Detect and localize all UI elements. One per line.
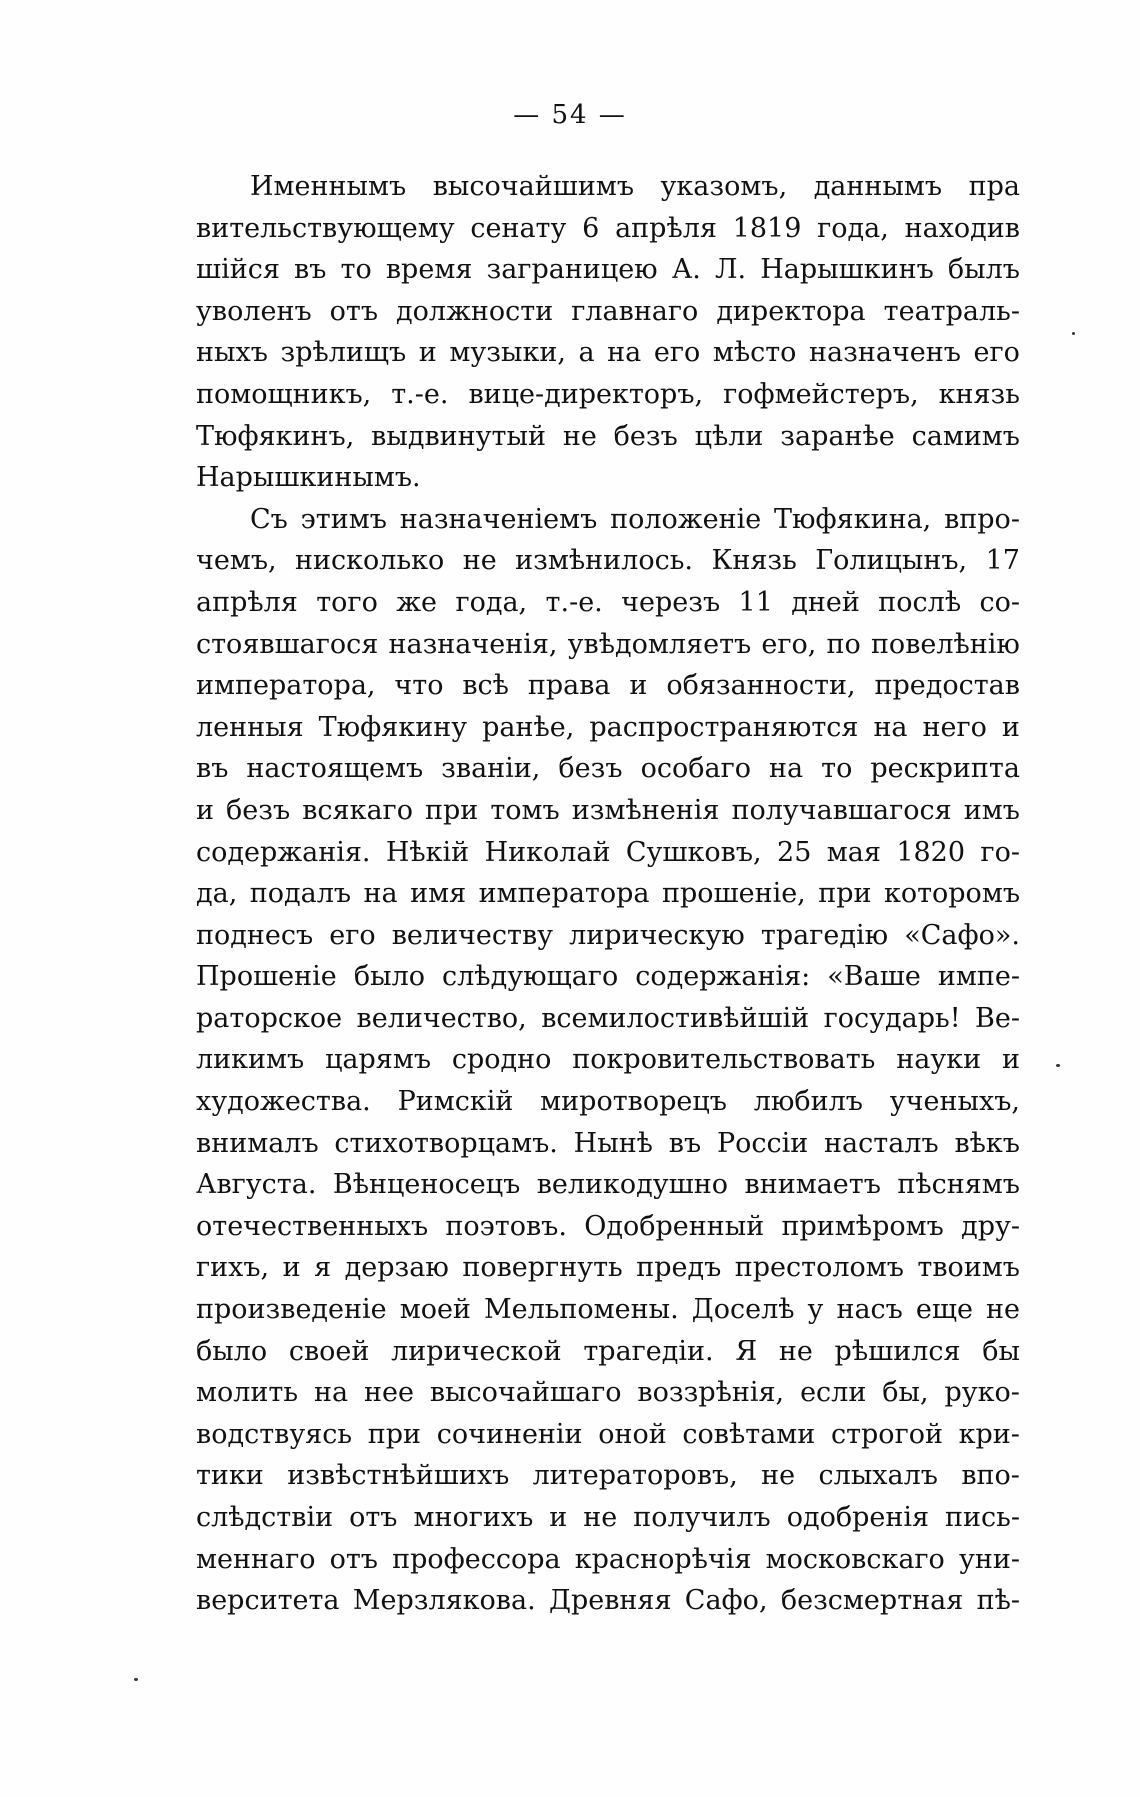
text-line <box>196 873 1020 915</box>
word: величеству <box>391 919 554 951</box>
word: которомъ <box>883 878 1020 910</box>
word: пись- <box>945 1502 1020 1533</box>
word: многихъ <box>413 1502 534 1533</box>
word: положеніе <box>610 503 762 535</box>
text-line <box>196 374 1020 416</box>
word: краснорѣчія <box>574 1543 752 1575</box>
word: нисколько <box>295 545 445 577</box>
word: Сушковъ, <box>625 836 762 868</box>
word: московскаго <box>765 1543 945 1575</box>
word: внималъ <box>196 1127 319 1159</box>
text-line <box>196 582 1020 624</box>
word: еще <box>915 1294 973 1326</box>
text-line <box>196 1123 1020 1165</box>
word: того <box>316 586 378 618</box>
word: вѣкъ <box>954 1127 1020 1159</box>
text-line <box>196 416 1020 458</box>
word: томъ <box>490 794 560 826</box>
text-line <box>196 956 1020 998</box>
word: 1820 <box>896 836 966 868</box>
word: измѣненія <box>571 794 720 826</box>
word: покровительствовать <box>572 1044 876 1076</box>
word: Тюфякина, <box>774 503 932 535</box>
text-line <box>196 1247 1020 1289</box>
word: время <box>385 254 473 286</box>
word: совѣтами <box>682 1418 816 1450</box>
word: уни- <box>958 1543 1020 1575</box>
word: на <box>363 878 398 910</box>
word: должности <box>396 295 554 327</box>
word: у <box>807 1294 824 1326</box>
word: Нѣкій <box>385 836 470 868</box>
word: сочиненіи <box>436 1418 583 1450</box>
word: насъ <box>836 1294 903 1326</box>
word: рѣшился <box>834 1335 961 1367</box>
word: и <box>549 1502 568 1533</box>
word: впо- <box>961 1460 1020 1492</box>
word: ликимъ <box>196 1044 305 1076</box>
word: чемъ, <box>196 545 277 577</box>
word: 1819 <box>732 212 802 244</box>
word: высочайшимъ <box>432 171 635 202</box>
word: Римскій <box>397 1086 514 1118</box>
word: вительствующему <box>196 212 455 244</box>
word: пѣснямъ <box>897 1169 1020 1201</box>
word: этимъ <box>300 503 387 535</box>
word: находив <box>904 212 1020 244</box>
word: званіи, <box>441 753 541 785</box>
word: и <box>629 670 648 702</box>
word: Одобренный <box>584 1210 765 1242</box>
word: Съ <box>250 503 288 535</box>
text-line <box>196 1039 1020 1081</box>
word: ранѣе, <box>482 711 575 743</box>
word: Ве- <box>975 1002 1020 1034</box>
word: предостав <box>874 670 1020 702</box>
word: его <box>973 337 1020 369</box>
word: не <box>462 545 497 577</box>
text-line <box>196 166 1020 208</box>
word: заранѣе <box>780 420 895 452</box>
word: моей <box>399 1294 471 1326</box>
word: обязанности, <box>666 670 856 702</box>
word: всемилостивѣйшій <box>541 1002 810 1034</box>
word: мая <box>826 836 881 868</box>
word: бы <box>982 1335 1020 1367</box>
word: пѣ- <box>976 1585 1020 1617</box>
word: Тюфякинъ, <box>196 420 355 452</box>
word: тики <box>196 1460 264 1492</box>
word: престоломъ <box>734 1252 904 1284</box>
word: «Ваше <box>827 961 921 993</box>
word: театраль- <box>883 295 1020 327</box>
word: Вѣнценосецъ <box>332 1169 521 1201</box>
word: великодушно <box>536 1169 729 1201</box>
word: мѣсто <box>712 337 797 369</box>
word: Россіи <box>716 1127 809 1159</box>
word: Николай <box>484 836 611 868</box>
word: А. <box>671 254 701 286</box>
word: науки <box>896 1044 982 1076</box>
text-line <box>196 208 1020 250</box>
word: водствуясь <box>196 1418 353 1450</box>
word: 11 <box>738 586 773 618</box>
text-line <box>196 332 1020 374</box>
word: Мельпомены. <box>483 1294 679 1326</box>
word: если <box>800 1377 867 1409</box>
word: даннымъ <box>813 171 943 202</box>
word: отечественныхъ <box>196 1210 429 1242</box>
word: черезъ <box>621 586 721 618</box>
word: было <box>353 961 425 993</box>
word: импе- <box>937 961 1020 993</box>
word: величество, <box>356 1002 527 1034</box>
word: Голицынъ, <box>815 545 968 577</box>
word: на <box>607 337 642 369</box>
word: бы, <box>882 1377 929 1409</box>
word: молить <box>196 1377 299 1409</box>
word: дру- <box>961 1210 1020 1242</box>
word: лирическую <box>569 919 745 951</box>
word: руко- <box>944 1377 1020 1409</box>
text-line <box>196 790 1020 832</box>
word: любилъ <box>753 1086 863 1118</box>
word: получилъ <box>633 1502 771 1533</box>
word: и <box>418 337 437 369</box>
word: дней <box>791 586 860 618</box>
text-line <box>196 748 1020 790</box>
word: и <box>282 1252 301 1284</box>
word: поэтовъ. <box>445 1210 567 1242</box>
word: безъ <box>558 753 623 785</box>
word: безъ <box>613 420 678 452</box>
word: содержанія. <box>196 836 371 868</box>
word: одобренія <box>786 1502 930 1533</box>
word: зрѣлищъ <box>280 337 407 369</box>
word: увѣдомляетъ <box>567 628 752 660</box>
word: всѣ <box>462 670 509 702</box>
word: назначенъ <box>809 337 961 369</box>
text-line <box>196 1331 1020 1373</box>
word: 25 <box>777 836 812 868</box>
word: апрѣля <box>196 586 298 618</box>
text-line <box>196 1497 1020 1539</box>
text-line <box>196 998 1020 1040</box>
text-line <box>196 1539 1020 1581</box>
word: твоимъ <box>917 1252 1020 1284</box>
word: прошеніе, <box>661 878 806 910</box>
word: въ <box>294 254 327 286</box>
word: т.-е. <box>391 378 449 410</box>
word: пра <box>968 171 1020 202</box>
text-line <box>196 1081 1020 1123</box>
word: Нарышкинъ <box>760 254 934 286</box>
word: не <box>778 1335 813 1367</box>
text-line <box>196 1164 1020 1206</box>
word: подалъ <box>249 878 352 910</box>
word: насталъ <box>824 1127 939 1159</box>
word: имя <box>410 878 467 910</box>
word: Доселѣ <box>691 1294 795 1326</box>
word: нее <box>363 1377 414 1409</box>
text-line <box>196 249 1020 291</box>
word: литераторовъ, <box>532 1460 738 1492</box>
word: его, <box>761 628 817 660</box>
word: гихъ, <box>196 1252 270 1284</box>
word: верситета <box>196 1585 340 1617</box>
word: указомъ, <box>660 171 788 202</box>
word: дерзаю <box>344 1252 449 1284</box>
word: уволенъ <box>196 295 312 327</box>
word: Нынѣ <box>573 1127 653 1159</box>
word: содержанія: <box>635 961 811 993</box>
word: впро- <box>944 503 1020 535</box>
word: гофмейстеръ, <box>723 378 919 410</box>
word: по <box>826 628 861 660</box>
scan-speck <box>134 1678 138 1681</box>
word: то <box>821 753 853 785</box>
text-line <box>196 1289 1020 1331</box>
word: князь <box>938 378 1020 410</box>
word: цѣли <box>694 420 764 452</box>
word: высочайшаго <box>429 1377 622 1409</box>
word: раторское <box>196 1002 343 1034</box>
text-line <box>196 1414 1020 1456</box>
word: примѣромъ <box>781 1210 944 1242</box>
word: музыки, <box>449 337 566 369</box>
word: Нарышкинымъ. <box>196 462 421 494</box>
word: а <box>578 337 595 369</box>
word: всякаго <box>302 794 413 826</box>
word: на <box>313 1377 349 1409</box>
word: его <box>653 337 701 369</box>
word: художества. <box>196 1086 371 1118</box>
word: я <box>314 1252 332 1284</box>
word: рескрипта <box>870 753 1020 785</box>
word: не <box>562 420 597 452</box>
word: вице-директоръ, <box>468 378 704 410</box>
word: не <box>986 1294 1020 1326</box>
word: поднесъ <box>196 919 314 951</box>
word: профессора <box>392 1543 561 1575</box>
word: особаго <box>640 753 751 785</box>
word: апрѣля <box>615 212 717 244</box>
word: стоявшагося <box>196 628 379 660</box>
word: Мерзлякова. <box>352 1585 536 1617</box>
text-line <box>196 1455 1020 1497</box>
word: распространяются <box>589 711 859 743</box>
text-line <box>196 291 1020 333</box>
word: внимаетъ <box>744 1169 881 1201</box>
word: Именнымъ <box>250 171 407 202</box>
word: сенату <box>470 212 567 244</box>
word: стихотворцамъ. <box>334 1127 558 1159</box>
word: строгой <box>830 1418 943 1450</box>
text-line <box>196 457 1020 499</box>
text-line <box>196 832 1020 874</box>
word: при <box>818 878 872 910</box>
word: года, <box>455 586 528 618</box>
word: го- <box>980 836 1020 868</box>
word: было <box>196 1335 268 1367</box>
word: Тюфякину <box>318 711 468 743</box>
body-text <box>196 166 1020 1622</box>
scan-speck <box>1072 332 1075 335</box>
word: слыхалъ <box>818 1460 938 1492</box>
text-line <box>196 1372 1020 1414</box>
word: и <box>1001 1044 1020 1076</box>
word: Древняя <box>549 1585 672 1617</box>
text-line <box>196 707 1020 749</box>
word: 6 <box>582 212 600 244</box>
word: года, <box>817 212 889 244</box>
word: повелѣнію <box>870 628 1020 660</box>
word: государь! <box>823 1002 961 1034</box>
word: при <box>367 1418 422 1450</box>
word: измѣнилось. <box>515 545 693 577</box>
word: самимъ <box>911 420 1020 452</box>
word: воззрѣнія, <box>637 1377 785 1409</box>
word: «Сафо». <box>904 919 1020 951</box>
word: Прошеніе <box>196 961 337 993</box>
word: же <box>396 586 438 618</box>
word: отъ <box>329 295 379 327</box>
text-line <box>196 665 1020 707</box>
text-line <box>196 1206 1020 1248</box>
word: назначенія, <box>388 628 558 660</box>
word: него <box>922 711 987 743</box>
word: императора, <box>196 670 376 702</box>
word: въ <box>196 753 229 785</box>
scan-speck <box>1056 1064 1060 1067</box>
word: предъ <box>636 1252 722 1284</box>
word: повергнуть <box>462 1252 623 1284</box>
word: лирической <box>391 1335 562 1367</box>
word: безъ <box>226 794 291 826</box>
word: ныхъ <box>196 337 268 369</box>
word: его <box>329 919 376 951</box>
word: произведеніе <box>196 1294 387 1326</box>
word: имъ <box>963 794 1020 826</box>
word: настоящемъ <box>246 753 424 785</box>
word: императора <box>478 878 650 910</box>
text-line <box>196 624 1020 666</box>
word: отъ <box>349 1502 398 1533</box>
word: выдвинутый <box>371 420 546 452</box>
word: слѣдствіи <box>196 1502 334 1533</box>
word: послѣ <box>878 586 962 618</box>
word: кри- <box>958 1418 1020 1450</box>
word: директора <box>716 295 866 327</box>
word: помощникъ, <box>196 378 372 410</box>
word: со- <box>979 586 1020 618</box>
word: да, <box>196 878 238 910</box>
text-line <box>196 915 1020 957</box>
word: слѣдующаго <box>442 961 619 993</box>
word: на <box>873 711 908 743</box>
word: безсмертная <box>780 1585 964 1617</box>
text-line <box>196 499 1020 541</box>
word: 17 <box>985 545 1020 577</box>
word: извѣстнѣйшихъ <box>287 1460 510 1492</box>
word: былъ <box>947 254 1020 286</box>
word: не <box>761 1460 796 1492</box>
word: трагедію <box>760 919 889 951</box>
word: и <box>1001 711 1020 743</box>
word: Сафо, <box>684 1585 768 1617</box>
word: Князь <box>711 545 797 577</box>
word: своей <box>288 1335 370 1367</box>
word: меннаго <box>196 1543 316 1575</box>
word: ученыхъ, <box>889 1086 1020 1118</box>
word: царямъ <box>325 1044 432 1076</box>
word: на <box>769 753 804 785</box>
word: оной <box>598 1418 667 1450</box>
page-number: — 54 — <box>513 100 627 130</box>
word: въ <box>668 1127 702 1159</box>
text-line <box>196 1580 1020 1622</box>
word: т.-е. <box>545 586 603 618</box>
text-line <box>196 540 1020 582</box>
word: отъ <box>329 1543 378 1575</box>
word: сродно <box>451 1044 552 1076</box>
word: получавшагося <box>731 794 952 826</box>
word: шійся <box>196 254 280 286</box>
word: ленныя <box>196 711 304 743</box>
word: права <box>527 670 611 702</box>
word: трагедіи. <box>583 1335 714 1367</box>
word: Я <box>735 1335 758 1367</box>
word: и <box>196 794 214 826</box>
word: миротворецъ <box>540 1086 727 1118</box>
word: что <box>394 670 444 702</box>
word: Л. <box>714 254 747 286</box>
word: главнаго <box>571 295 699 327</box>
word: при <box>425 794 479 826</box>
word: заграницею <box>486 254 658 286</box>
word: Августа. <box>196 1169 317 1201</box>
word: назначеніемъ <box>399 503 598 535</box>
word: то <box>340 254 372 286</box>
word: не <box>583 1502 618 1533</box>
